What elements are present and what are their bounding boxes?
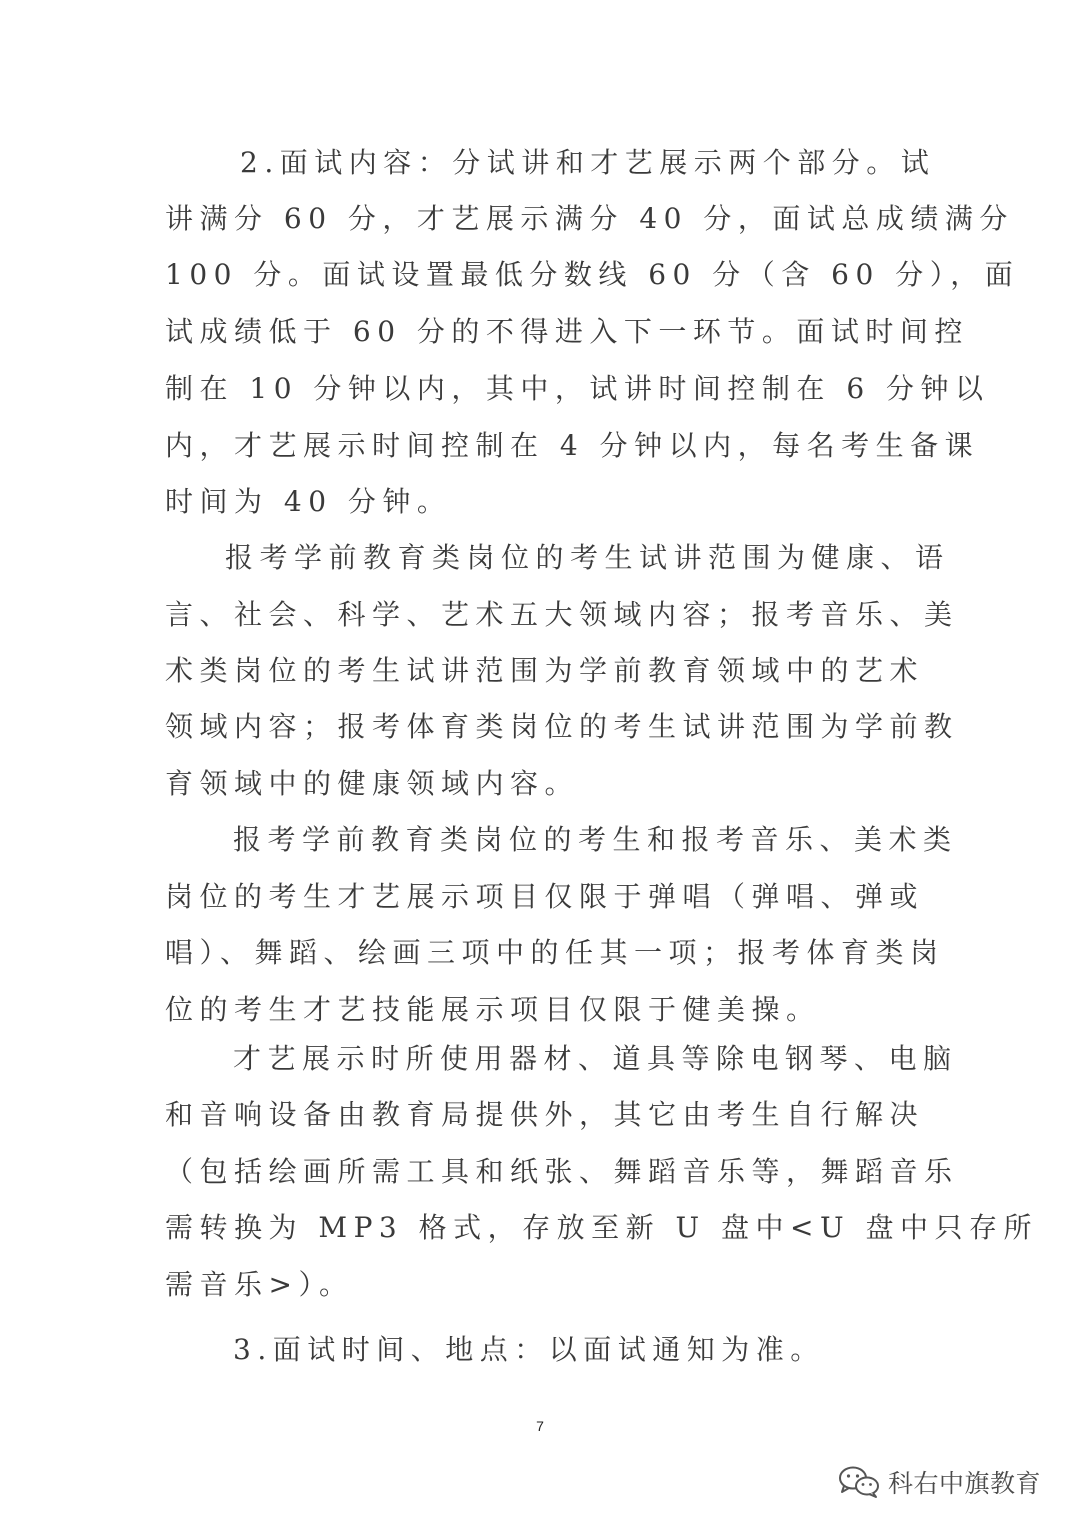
text-line: 报考学前教育类岗位的考生试讲范围为健康、语 [225,541,950,574]
text-line: 讲满分 60 分，才艺展示满分 40 分，面试总成绩满分 [165,202,1014,235]
text-line: 育领域中的健康领域内容。 [165,767,580,800]
text-line: 时间为 40 分钟。 [165,485,452,518]
text-line: 领域内容；报考体育类岗位的考生试讲范围为学前教 [165,710,959,743]
page-number: 7 [536,1418,544,1434]
text-line: 2.面试内容：分试讲和才艺展示两个部分。试 [240,146,936,179]
text-line: 3.面试时间、地点：以面试通知为准。 [233,1333,825,1366]
text-line: 和音响设备由教育局提供外，其它由考生自行解决 [165,1098,925,1131]
account-watermark [838,1462,1041,1502]
text-line: 术类岗位的考生试讲范围为学前教育领域中的艺术 [165,654,925,687]
text-line: 需转换为 MP3 格式，存放至新 U 盘中<U 盘中只存所 [165,1211,1038,1244]
text-line: 需音乐>）。 [165,1268,354,1301]
watermark-text: 科右中旗教育 [888,1469,1042,1498]
text-line: 言、社会、科学、艺术五大领域内容；报考音乐、美 [165,598,959,631]
text-line: 制在 10 分钟以内，其中，试讲时间控制在 6 分钟以 [165,372,990,405]
text-line: 100 分。面试设置最低分数线 60 分（含 60 分），面 [165,258,1020,291]
text-line: （包括绘画所需工具和纸张、舞蹈音乐等，舞蹈音乐 [165,1155,959,1188]
text-line: 位的考生才艺技能展示项目仅限于健美操。 [165,993,821,1026]
text-line: 报考学前教育类岗位的考生和报考音乐、美术类 [233,823,958,856]
wechat-icon [838,1465,880,1499]
text-line: 内，才艺展示时间控制在 4 分钟以内，每名考生备课 [165,429,980,462]
text-line: 才艺展示时所使用器材、道具等除电钢琴、电脑 [233,1042,958,1075]
text-line: 唱）、舞蹈、绘画三项中的任其一项；报考体育类岗 [165,936,945,969]
text-line: 试成绩低于 60 分的不得进入下一环节。面试时间控 [165,315,969,348]
text-line: 岗位的考生才艺展示项目仅限于弹唱（弹唱、弹或 [165,880,925,913]
